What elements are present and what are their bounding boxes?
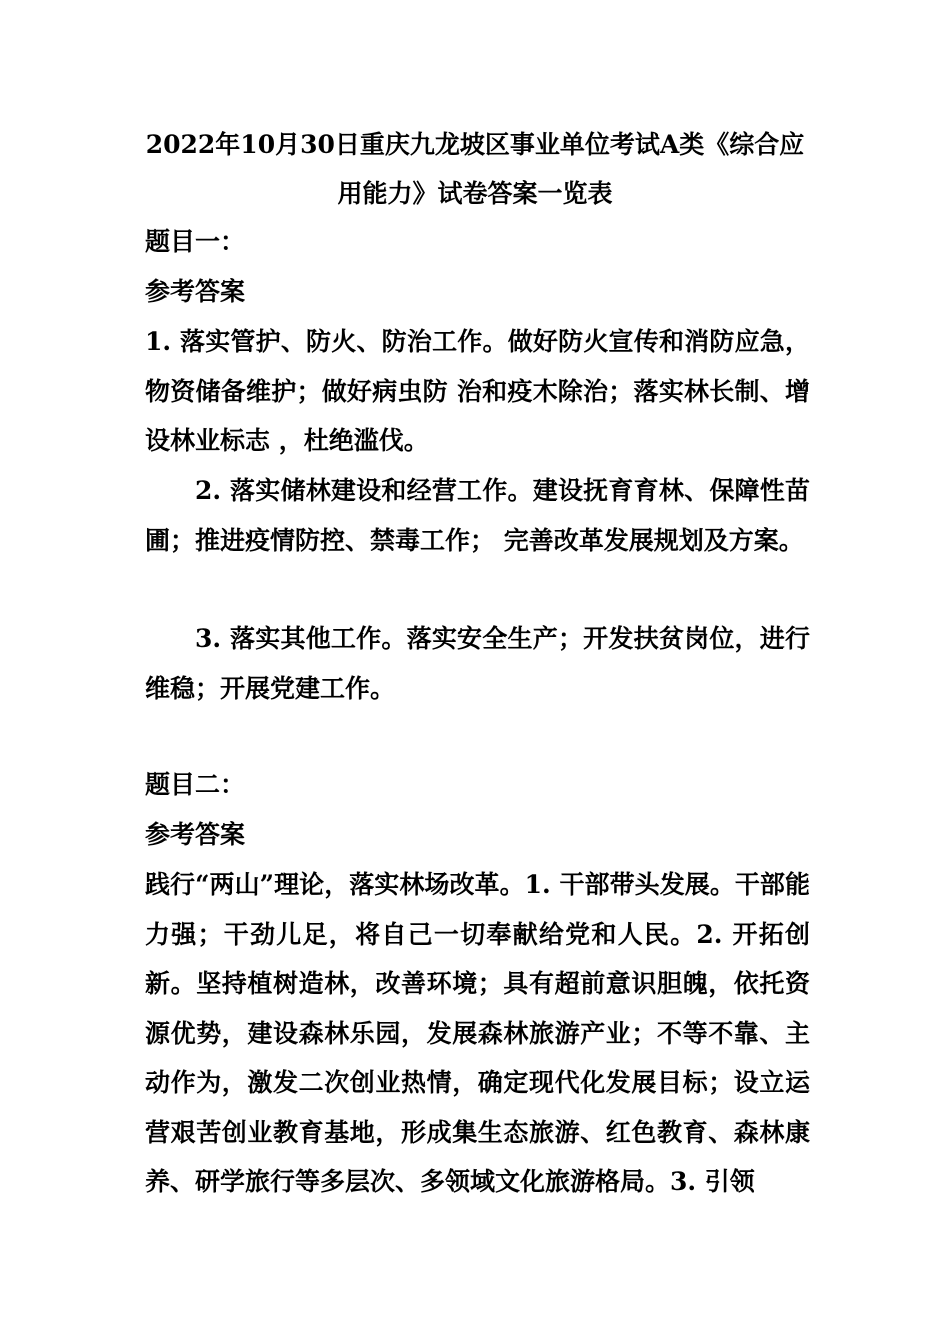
question-2-answer-paragraph-1: 践行“两山”理论，落实林场改革。1. 干部带头发展。干部能力强；干劲儿足，将自己一切奉献给党和人民。2. 开拓创新。坚持植树造林，改善环境；具有超前意识胆魄，依托资源优势，建设森林乐园，发展森林旅游产业；不等不靠、主动作为，激发二次创业热情，确定现代化发展目标；设立运营艰苦创业教育基地，形成集生态旅游、红色教育、森林康养、研学旅行等多层次、多领域文化旅游格局。3. 引领 [145, 870, 810, 1196]
document-title-line-1: 2022年10月30日重庆九龙坡区事业单位考试A类《综合应 [145, 130, 805, 159]
question-1-answer-paragraph-2: 2. 落实储林建设和经营工作。建设抚育育林、保障性苗圃；推进疫情防控、禁毒工作； 完善改革发展规划及方案。 [145, 476, 810, 555]
question-1-answer-paragraph-1: 1. 落实管护、防火、防治工作。做好防火宣传和消防应急，物资储备维护；做好病虫防 治和疫木除治；落实林长制、增设林业标志 ，杜绝滥伐。 [145, 327, 810, 455]
question-1-answer-paragraph-3: 3. 落实其他工作。落实安全生产；开发扶贫岗位，进行维稳；开展党建工作。 [145, 624, 810, 703]
question-2-answer-label: 参考答案 [145, 820, 246, 849]
question-1-answer-label: 参考答案 [145, 277, 246, 306]
document-title-line-2: 用能力》试卷答案一览表 [337, 179, 613, 208]
question-2-heading: 题目二： [145, 770, 246, 799]
question-1-heading: 题目一： [145, 227, 246, 256]
